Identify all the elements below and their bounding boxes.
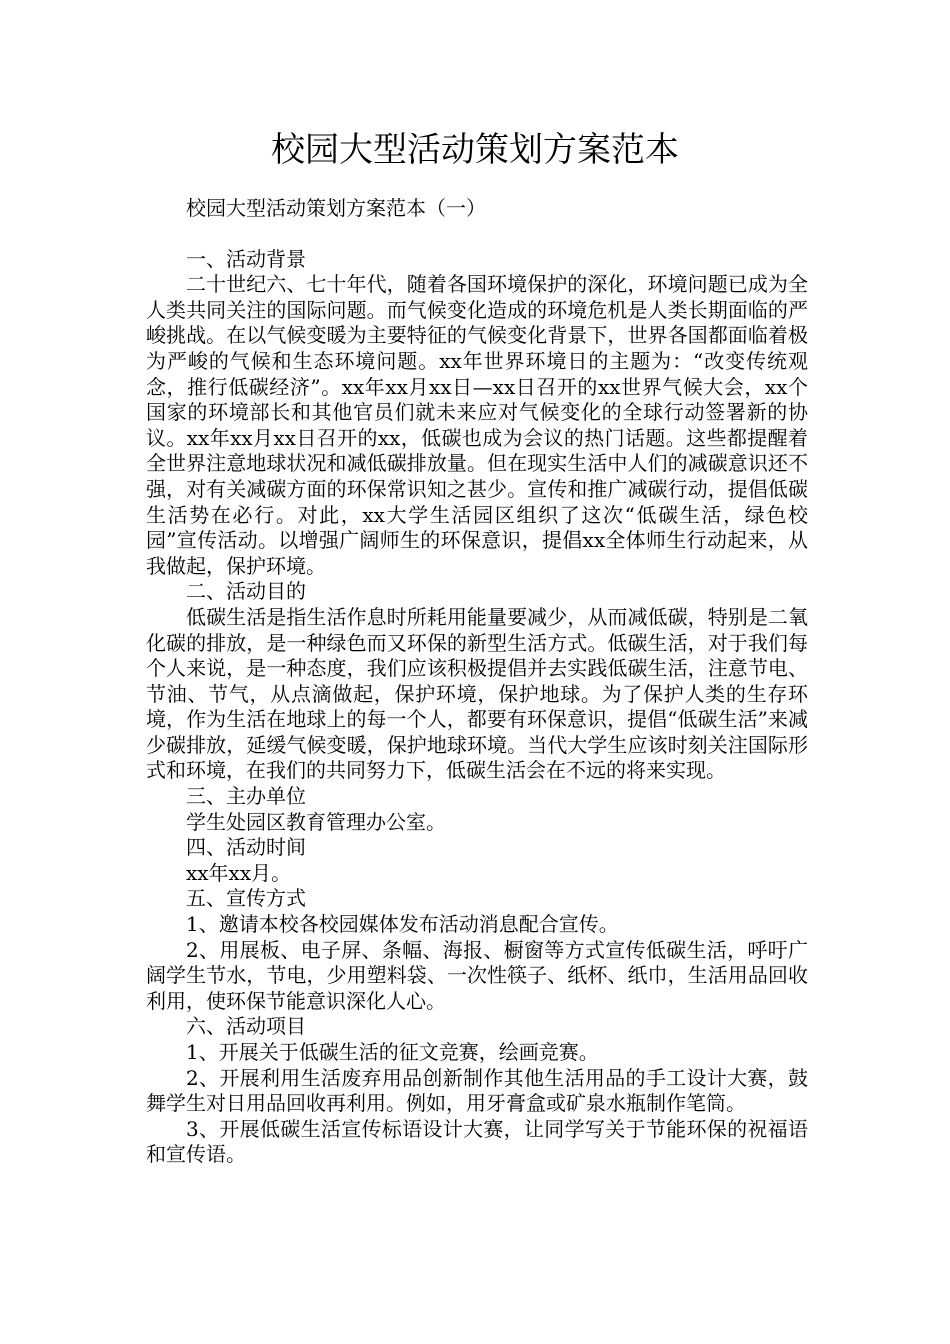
paragraph: 学生处园区教育管理办公室。 xyxy=(186,809,446,834)
list-item: 1、邀请本校各校园媒体发布活动消息配合宣传。 xyxy=(186,912,619,937)
list-item: 1、开展关于低碳生活的征文竞赛，绘画竞赛。 xyxy=(186,1040,599,1064)
paragraph: xx年xx月。 xyxy=(186,860,292,885)
list-item: 3、开展低碳生活宣传标语设计大赛，让同学写关于节能环保的祝福语和宣传语。 xyxy=(146,1116,808,1167)
document-subtitle: 校园大型活动策划方案范本（一） xyxy=(186,196,486,220)
list-item: 2、用展板、电子屏、条幅、海报、橱窗等方式宣传低碳生活，呼吁广阔学生节水，节电，少用塑料袋、一次性筷子、纸杯、纸巾，生活用品回收利用，使环保节能意识深化人心。 xyxy=(146,937,808,1013)
document-title: 校园大型活动策划方案范本 xyxy=(271,130,679,170)
section-heading: 二、活动目的 xyxy=(186,579,306,604)
section-heading: 一、活动背景 xyxy=(186,246,306,271)
document-body xyxy=(146,196,808,1168)
paragraph: 低碳生活是指生活作息时所耗用能量要减少，从而减低碳，特别是二氧化碳的排放，是一种绿色而又环保的新型生活方式。低碳生活，对于我们每个人来说，是一种态度，我们应该积极提倡并去实践低碳生活，注意节电、节油、节气，从点滴做起，保护环境，保护地球。为了保护人类的生存环境，作为生活在地球上的每一个人，都要有环保意识，提倡“低碳生活”来减少碳排放，延缓气候变暖，保护地球环境。当代大学生应该时刻关注国际形式和环境，在我们的共同努力下，低碳生活会在不远的将来实现。 xyxy=(146,604,808,783)
list-item: 2、开展利用生活废弃用品创新制作其他生活用品的手工设计大赛，鼓舞学生对日用品回收再利用。例如，用牙膏盒或矿泉水瓶制作笔筒。 xyxy=(146,1065,808,1116)
section-heading: 六、活动项目 xyxy=(186,1014,306,1039)
section-heading: 五、宣传方式 xyxy=(186,886,306,911)
section-heading: 四、活动时间 xyxy=(186,835,306,860)
section-heading: 三、主办单位 xyxy=(186,784,306,809)
paragraph: 二十世纪六、七十年代，随着各国环境保护的深化，环境问题已成为全人类共同关注的国际问题。而气候变化造成的环境危机是人类长期面临的严峻挑战。在以气候变暖为主要特征的气候变化背景下，世界各国都面临着极为严峻的气候和生态环境问题。xx年世界环境日的主题为：“改变传统观念，推行低碳经济”。xx年xx月xx日—xx日召开的xx世界气候大会，xx个国家的环境部长和其他官员们就未来应对气候变化的全球行动签署新的协议。xx年xx月xx日召开的xx，低碳也成为会议的热门话题。这些都提醒着全世界注意地球状况和减低碳排放量。但在现实生活中人们的减碳意识还不强，对有关减碳方面的环保常识知之甚少。宣传和推广减碳行动，提倡低碳生活势在必行。对此，xx大学生活园区组织了这次“低碳生活，绿色校园”宣传活动。以增强广阔师生的环保意识，提倡xx全体师生行动起来，从我做起，保护环境。 xyxy=(146,272,808,578)
